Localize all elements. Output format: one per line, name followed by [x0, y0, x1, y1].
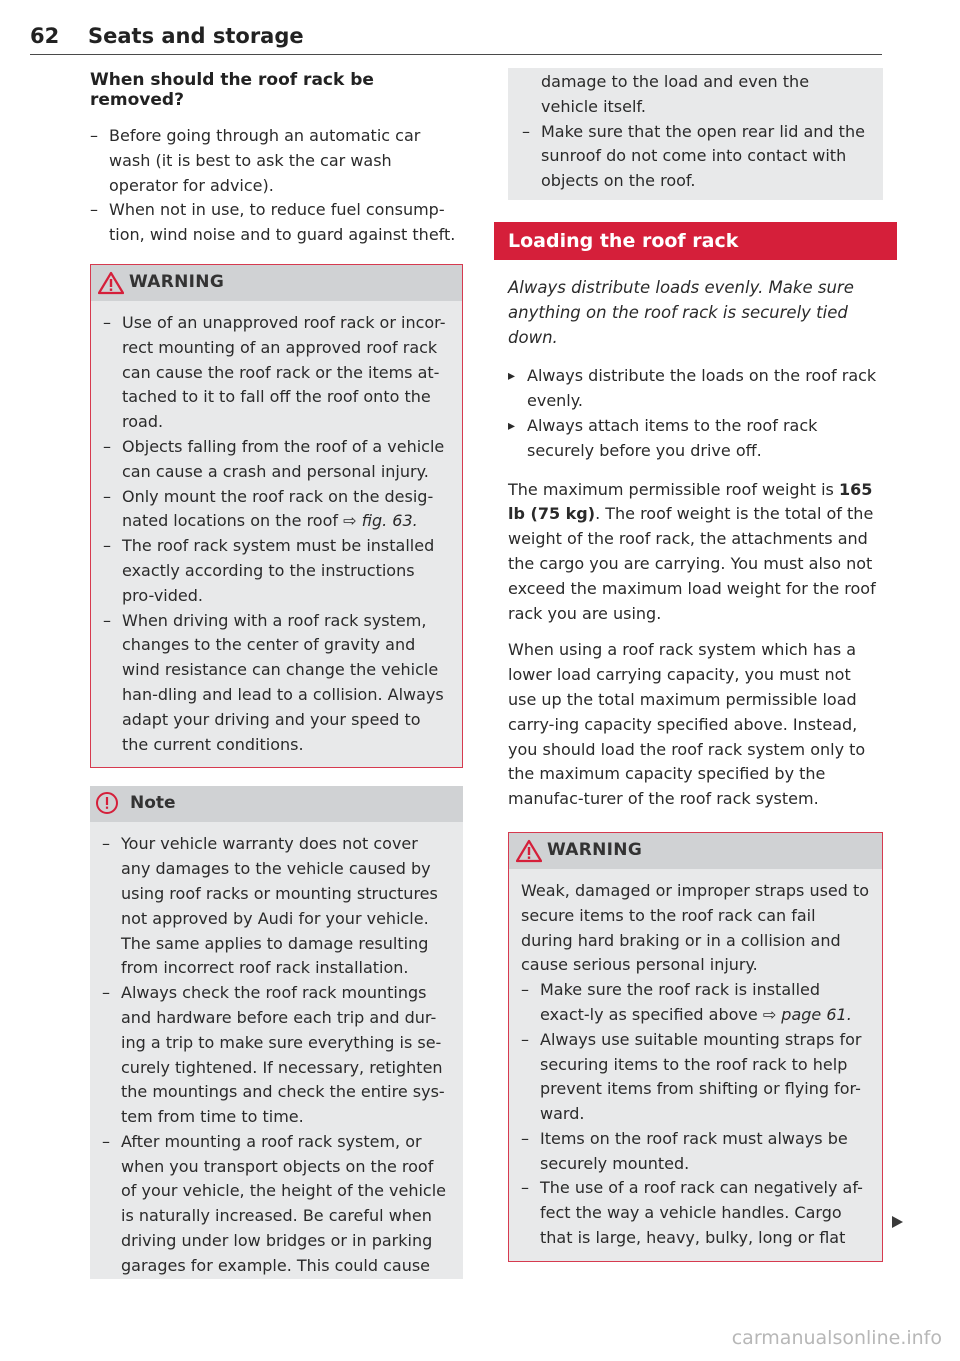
- list-item: – Your vehicle warranty does not cover any damages to the vehicle caused by using roof racks or mounting structures not approved by Audi for your vehicle. The same applies to damage resulting from incorrect roof rack installation.: [102, 832, 451, 981]
- warning-header: [509, 833, 882, 869]
- warning-triangle-icon: [516, 839, 542, 863]
- list-item-text: Make sure the roof rack is installed exact-ly as specified above: [540, 980, 821, 1024]
- max-weight-paragraph: [508, 478, 883, 627]
- list-item-text: Only mount the roof rack on the desig-nated locations on the roof: [122, 486, 434, 531]
- page-number: 62: [30, 24, 60, 48]
- note-body: [90, 822, 463, 1278]
- list-item: – The roof rack system must be installed exactly according to the instructions pro-vided.: [103, 534, 450, 608]
- warning-box-straps: [508, 832, 883, 1262]
- note-box: [90, 786, 463, 1278]
- capacity-paragraph: When using a roof rack system which has a lower load carrying capacity, you must not use up the total maximum permissible load carry-ing capacity specified above. Instead, you should load the roof rack system only to the maximum capacity specified by the manufac-turer of the roof rack system.: [508, 640, 866, 809]
- list-item: – Objects falling from the roof of a vehicle can cause a crash and personal injury.: [103, 435, 450, 485]
- note-continued-list: [522, 120, 869, 194]
- right-column: [508, 72, 883, 1262]
- warning-label: WARNING: [129, 271, 225, 292]
- removal-heading: When should the roof rack be removed?: [90, 70, 374, 110]
- list-item: – When driving with a roof rack system, changes to the center of gravity and wind resistance can change the vehicle han-dling and lead to a collision. Always adapt your driving and your speed to the current conditions.: [103, 609, 450, 758]
- left-column: [90, 70, 463, 1279]
- max-weight-prefix: The maximum permissible roof weight is: [508, 479, 834, 499]
- list-item: – After mounting a roof rack system, or when you transport objects on the roof of your vehicle, the height of the vehicle is naturally increased. Be careful when driving under low bridges or in parking garages for example. This could cause: [102, 1130, 451, 1279]
- warning-list: [521, 978, 870, 1251]
- removal-list: [90, 124, 463, 248]
- warning-header: [91, 265, 462, 301]
- warning-box: [90, 264, 463, 768]
- figure-reference-link[interactable]: ⇨ fig. 63.: [343, 511, 418, 531]
- list-item: – The use of a roof rack can negatively af-fect the way a vehicle handles. Cargo that is large, heavy, bulky, long or flat: [521, 1176, 870, 1250]
- list-item: – Make sure that the open rear lid and the sunroof do not come into contact with objects on the roof.: [522, 120, 869, 194]
- loading-roof-rack-heading: Loading the roof rack: [494, 222, 897, 260]
- list-item: – When not in use, to reduce fuel consump-tion, wind noise and to guard against theft.: [90, 198, 463, 248]
- loading-steps: [508, 364, 883, 463]
- max-weight-value: 165 lb (75 kg): [508, 479, 873, 524]
- note-continued-text: damage to the load and even the vehicle itself.: [541, 72, 810, 116]
- loading-intro: Always distribute loads evenly. Make sure anything on the roof rack is securely tied down.: [508, 277, 854, 347]
- warning-body: [91, 301, 462, 767]
- warning-list: [103, 311, 450, 757]
- warning-triangle-icon: [98, 271, 124, 295]
- warning-label: WARNING: [547, 839, 643, 860]
- warning-body: [509, 869, 882, 1261]
- info-circle-icon: [95, 791, 119, 815]
- note-label: Note: [130, 793, 176, 814]
- watermark: carmanualsonline.info: [731, 1327, 942, 1349]
- list-item: – Before going through an automatic car wash (it is best to ask the car wash operator for advice).: [90, 124, 463, 198]
- page-reference-link[interactable]: ⇨ page 61.: [762, 1004, 852, 1024]
- list-item: [521, 978, 870, 1028]
- note-header: [90, 786, 463, 822]
- section-title: Seats and storage: [88, 24, 304, 48]
- list-item: – Items on the roof rack must always be securely mounted.: [521, 1127, 870, 1177]
- list-item: ▸ Always distribute the loads on the roof rack evenly.: [508, 364, 883, 414]
- list-item: [103, 485, 450, 535]
- max-weight-suffix: . The roof weight is the total of the weight of the roof rack, the attachments and the cargo you are carrying. You must also not exceed the maximum load weight for the roof rack you are using.: [508, 504, 876, 623]
- list-item: – Use of an unapproved roof rack or incor-rect mounting of an approved roof rack can cause the roof rack or the items at-tached to it to fall off the roof onto the road.: [103, 311, 450, 435]
- page-header: [30, 24, 882, 55]
- list-item: – Always use suitable mounting straps for securing items to the roof rack to help prevent items from shifting or flying for-ward.: [521, 1028, 870, 1127]
- list-item: ▸ Always attach items to the roof rack securely before you drive off.: [508, 414, 883, 464]
- warning-intro: Weak, damaged or improper straps used to secure items to the roof rack can fail during hard braking or in a collision and cause serious personal injury.: [521, 880, 870, 975]
- continue-arrow-icon: [890, 1215, 904, 1229]
- note-list: [102, 832, 451, 1278]
- note-continued-box: [508, 68, 883, 200]
- list-item: – Always check the roof rack mountings and hardware before each trip and dur-ing a trip to make sure everything is se-curely tightened. If necessary, retighten the mountings and check the entire sys-tem from time to time.: [102, 981, 451, 1130]
